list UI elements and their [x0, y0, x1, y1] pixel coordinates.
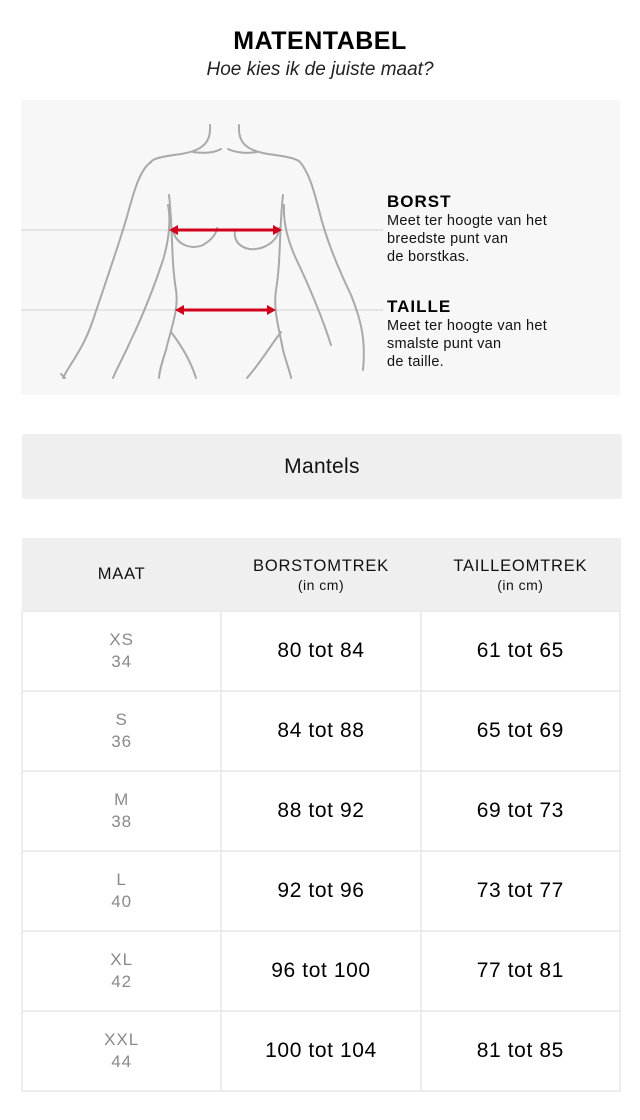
table-row: [22, 1011, 620, 1091]
column-header-chest: BORSTOMTREK (in cm): [221, 539, 420, 612]
size-letter: XS: [109, 630, 134, 649]
table-row: [22, 931, 620, 1011]
size-letter: L: [116, 870, 127, 889]
chest-cell: 88 tot 92: [221, 771, 420, 851]
chest-measure-info: [387, 192, 607, 266]
size-letter: XL: [110, 950, 134, 969]
size-cell: [22, 771, 221, 851]
size-number: 34: [111, 652, 133, 671]
size-number: 36: [111, 732, 133, 751]
size-letter: M: [114, 790, 130, 809]
size-cell: [22, 691, 221, 771]
column-header-unit: (in cm): [297, 576, 345, 593]
table-header-row: [22, 539, 620, 612]
column-header-size: MAAT: [22, 539, 221, 612]
size-number: 42: [111, 972, 133, 991]
category-header-mantels: Mantels: [22, 434, 622, 499]
waist-cell: 77 tot 81: [421, 931, 620, 1011]
waist-cell: 73 tot 77: [421, 851, 620, 931]
chest-cell: 96 tot 100: [221, 931, 420, 1011]
page-subtitle: Hoe kies ik de juiste maat?: [206, 59, 434, 80]
chest-measure-title: BORST: [387, 192, 452, 211]
size-cell: [22, 611, 221, 691]
waist-measure-title: TAILLE: [387, 297, 452, 316]
chest-cell: 100 tot 104: [221, 1011, 420, 1091]
waist-cell: 61 tot 65: [421, 611, 620, 691]
size-cell: [22, 931, 221, 1011]
page-header: [0, 0, 640, 82]
size-number: 44: [111, 1052, 133, 1071]
measurement-guide: [21, 100, 620, 395]
size-number: 38: [111, 812, 133, 831]
page-title: MATENTABEL: [233, 27, 407, 55]
table-row: [22, 611, 620, 691]
size-number: 40: [111, 892, 133, 911]
waist-cell: 69 tot 73: [421, 771, 620, 851]
chest-measure-description: Meet ter hoogte van het breedste punt van de borstkas.: [387, 213, 548, 265]
chest-cell: 84 tot 88: [221, 691, 420, 771]
waist-measure-info: [387, 297, 607, 371]
column-header-unit: (in cm): [497, 576, 544, 593]
waist-cell: 65 tot 69: [421, 691, 620, 771]
table-row: [22, 771, 620, 851]
size-cell: [22, 851, 221, 931]
chest-cell: 92 tot 96: [221, 851, 420, 931]
waist-cell: 81 tot 85: [421, 1011, 620, 1091]
column-header-waist: TAILLEOMTREK (in cm): [421, 539, 620, 612]
chest-cell: 80 tot 84: [221, 611, 420, 691]
size-cell: [22, 1011, 221, 1091]
size-letter: XXL: [104, 1030, 140, 1049]
table-row: [22, 851, 620, 931]
size-letter: S: [115, 710, 128, 729]
table-row: [22, 691, 620, 771]
waist-measure-description: Meet ter hoogte van het smalste punt van de taille.: [387, 318, 548, 370]
size-chart-table: [21, 538, 621, 1092]
